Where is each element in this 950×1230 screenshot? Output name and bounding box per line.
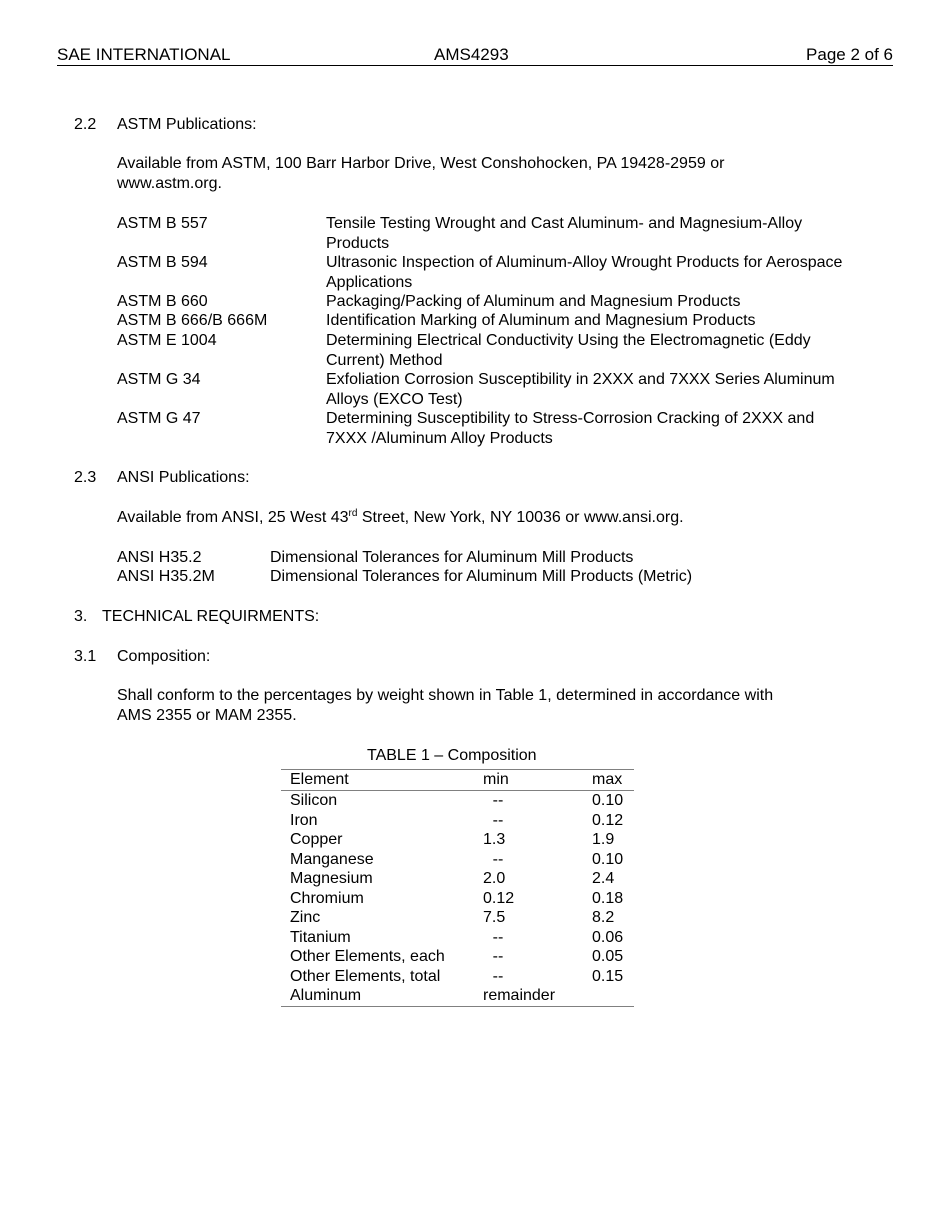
section-2-2-heading: ASTM Publications: <box>117 116 257 133</box>
table-row <box>281 791 634 811</box>
astm-code: ASTM B 594 <box>117 254 208 271</box>
header-organization: SAE INTERNATIONAL <box>57 45 231 64</box>
table-row <box>281 889 634 909</box>
table-row <box>281 947 634 967</box>
section-2-3-intro-start: Available from ANSI, 25 West 43 <box>117 509 349 526</box>
table-row <box>281 928 634 948</box>
astm-title: Determining Susceptibility to Stress-Corrosion Cracking of 2XXX and 7XXX /Aluminum Alloy Products <box>326 410 815 447</box>
table-row <box>281 811 634 831</box>
cell-max: 0.12 <box>592 811 624 829</box>
cell-min: 1.3 <box>483 831 506 848</box>
section-3-number: 3. <box>74 608 88 625</box>
astm-code: ASTM G 34 <box>117 371 201 388</box>
cell-min: -- <box>492 967 504 985</box>
cell-element: Zinc <box>290 909 321 926</box>
astm-code: ASTM E 1004 <box>117 332 217 349</box>
ansi-title: Dimensional Tolerances for Aluminum Mill Products <box>270 549 634 566</box>
cell-max: 0.06 <box>592 928 624 946</box>
cell-min: -- <box>492 948 504 965</box>
section-3-1-text-line2: AMS 2355 or MAM 2355. <box>117 707 297 724</box>
cell-min: remainder <box>483 987 556 1004</box>
table-row <box>281 830 634 850</box>
cell-max: 0.10 <box>592 792 624 809</box>
astm-title: Determining Electrical Conductivity Using the Electromagnetic (Eddy Current) Method <box>326 332 811 369</box>
header-element: Element <box>290 771 349 788</box>
section-2-2-intro-line2: www.astm.org. <box>117 175 222 192</box>
ansi-code: ANSI H35.2 <box>117 549 202 566</box>
cell-element: Copper <box>290 831 343 848</box>
cell-max: 2.4 <box>592 870 615 887</box>
table-body <box>281 791 634 1006</box>
section-3-1-number: 3.1 <box>74 648 97 665</box>
section-2-3-intro <box>117 508 684 528</box>
ansi-code: ANSI H35.2M <box>117 568 215 585</box>
cell-element: Iron <box>290 811 318 829</box>
cell-max: 8.2 <box>592 909 615 926</box>
cell-min: -- <box>492 928 504 946</box>
cell-min: 7.5 <box>483 909 506 926</box>
astm-title: Identification Marking of Aluminum and Magnesium Products <box>326 312 756 329</box>
cell-max: 0.05 <box>592 948 624 965</box>
composition-table <box>281 769 634 1007</box>
section-2-3-number: 2.3 <box>74 469 97 486</box>
cell-element: Silicon <box>290 792 338 809</box>
cell-max: 0.18 <box>592 889 624 907</box>
cell-min: -- <box>492 811 504 829</box>
astm-title: Ultrasonic Inspection of Aluminum-Alloy Wrought Products for Aerospace Applications <box>326 254 843 291</box>
cell-element: Other Elements, total <box>290 967 441 985</box>
cell-min: -- <box>492 850 504 868</box>
astm-title: Packaging/Packing of Aluminum and Magnesium Products <box>326 293 741 310</box>
header-document-number: AMS4293 <box>434 45 509 64</box>
cell-min: 0.12 <box>483 889 515 907</box>
cell-element: Chromium <box>290 889 364 907</box>
table-row <box>281 869 634 889</box>
table-row <box>281 908 634 928</box>
header-page-number: Page 2 of 6 <box>806 45 893 64</box>
table-row <box>281 850 634 870</box>
cell-min: -- <box>492 792 504 809</box>
astm-code: ASTM B 660 <box>117 293 208 310</box>
astm-code: ASTM B 557 <box>117 215 208 232</box>
table-row <box>281 967 634 987</box>
cell-max: 0.15 <box>592 967 624 985</box>
cell-element: Magnesium <box>290 870 373 887</box>
astm-code: ASTM B 666/B 666M <box>117 312 268 329</box>
astm-code: ASTM G 47 <box>117 410 201 427</box>
header-min: min <box>483 771 509 788</box>
section-2-2-number: 2.2 <box>74 116 97 133</box>
cell-element: Aluminum <box>290 987 362 1004</box>
cell-element: Titanium <box>290 928 351 946</box>
ansi-title: Dimensional Tolerances for Aluminum Mill Products (Metric) <box>270 568 693 585</box>
section-2-3-intro-superscript: rd <box>348 508 358 519</box>
section-2-3-intro-end: Street, New York, NY 10036 or www.ansi.org. <box>357 509 684 526</box>
table-header-row <box>281 770 634 791</box>
page-header <box>57 45 893 66</box>
cell-element: Other Elements, each <box>290 948 445 965</box>
cell-max: 1.9 <box>592 831 615 848</box>
cell-element: Manganese <box>290 850 374 868</box>
table-row <box>281 986 634 1006</box>
section-3-1-heading: Composition: <box>117 648 211 665</box>
table-caption: TABLE 1 – Composition <box>367 747 537 764</box>
section-2-3-heading: ANSI Publications: <box>117 469 250 486</box>
cell-max: 0.10 <box>592 850 624 868</box>
astm-title: Tensile Testing Wrought and Cast Aluminum- and Magnesium-Alloy Products <box>326 215 803 252</box>
section-2-2-intro-line1: Available from ASTM, 100 Barr Harbor Drive, West Conshohocken, PA 19428-2959 or <box>117 155 725 172</box>
section-3-heading: TECHNICAL REQUIRMENTS: <box>102 608 320 625</box>
astm-title: Exfoliation Corrosion Susceptibility in 2XXX and 7XXX Series Aluminum Alloys (EXCO Test) <box>326 371 835 408</box>
section-3-1-text-line1: Shall conform to the percentages by weight shown in Table 1, determined in accordance with <box>117 687 774 704</box>
header-max: max <box>592 771 623 788</box>
cell-min: 2.0 <box>483 870 506 887</box>
